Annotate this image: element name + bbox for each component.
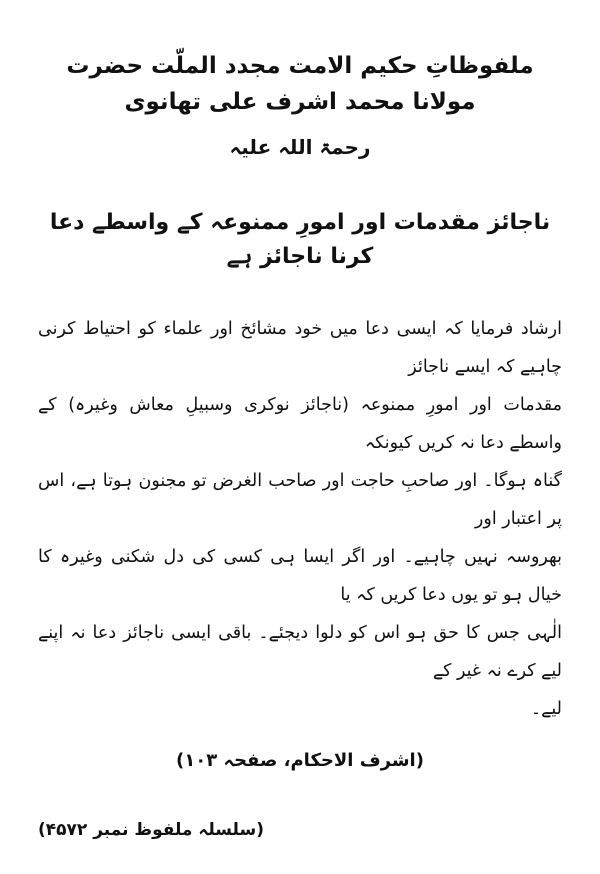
body-line: مقدمات اور امورِ ممنوعہ (ناجائز نوکری وسبیلِ معاش وغیرہ) کے واسطے دعا نہ کریں کیونکہ [38, 395, 562, 453]
source-reference: (اشرف الاحکام، صفحہ ۱۰۳) [176, 750, 424, 771]
document-title: ملفوظاتِ حکیم الامت مجدد الملّت حضرت مولانا محمد اشرف علی تھانوی [66, 53, 534, 115]
section-heading: ناجائز مقدمات اور امورِ ممنوعہ کے واسطے دعا کرنا ناجائز ہے [49, 210, 551, 269]
body-line: بھروسہ نہیں چاہیے۔ اور اگر ایسا ہی کسی کی دل شکنی وغیرہ کا خیال ہو تو یوں دعا کریں کہ یا [38, 547, 562, 605]
body-line: لیے۔ [530, 699, 562, 719]
document-subtitle: رحمۃ اللہ علیہ [229, 135, 371, 159]
body-line: گناہ ہوگا۔ اور صاحبِ حاجت اور صاحب الغرض تو مجنون ہوتا ہے، اس پر اعتبار اور [38, 471, 562, 529]
series-number: (سلسلہ ملفوظ نمبر ۴۵۷۲) [38, 820, 264, 840]
body-line: الٰہی جس کا حق ہو اس کو دلوا دیجئے۔ باقی ایسی ناجائز دعا نہ اپنے لیے کرے نہ غیر کے [38, 623, 562, 681]
body-line: ارشاد فرمایا کہ ایسی دعا میں خود مشائخ اور علماء کو احتیاط کرنی چاہیے کہ ایسے ناجائز [38, 319, 562, 377]
body-text [38, 310, 562, 728]
